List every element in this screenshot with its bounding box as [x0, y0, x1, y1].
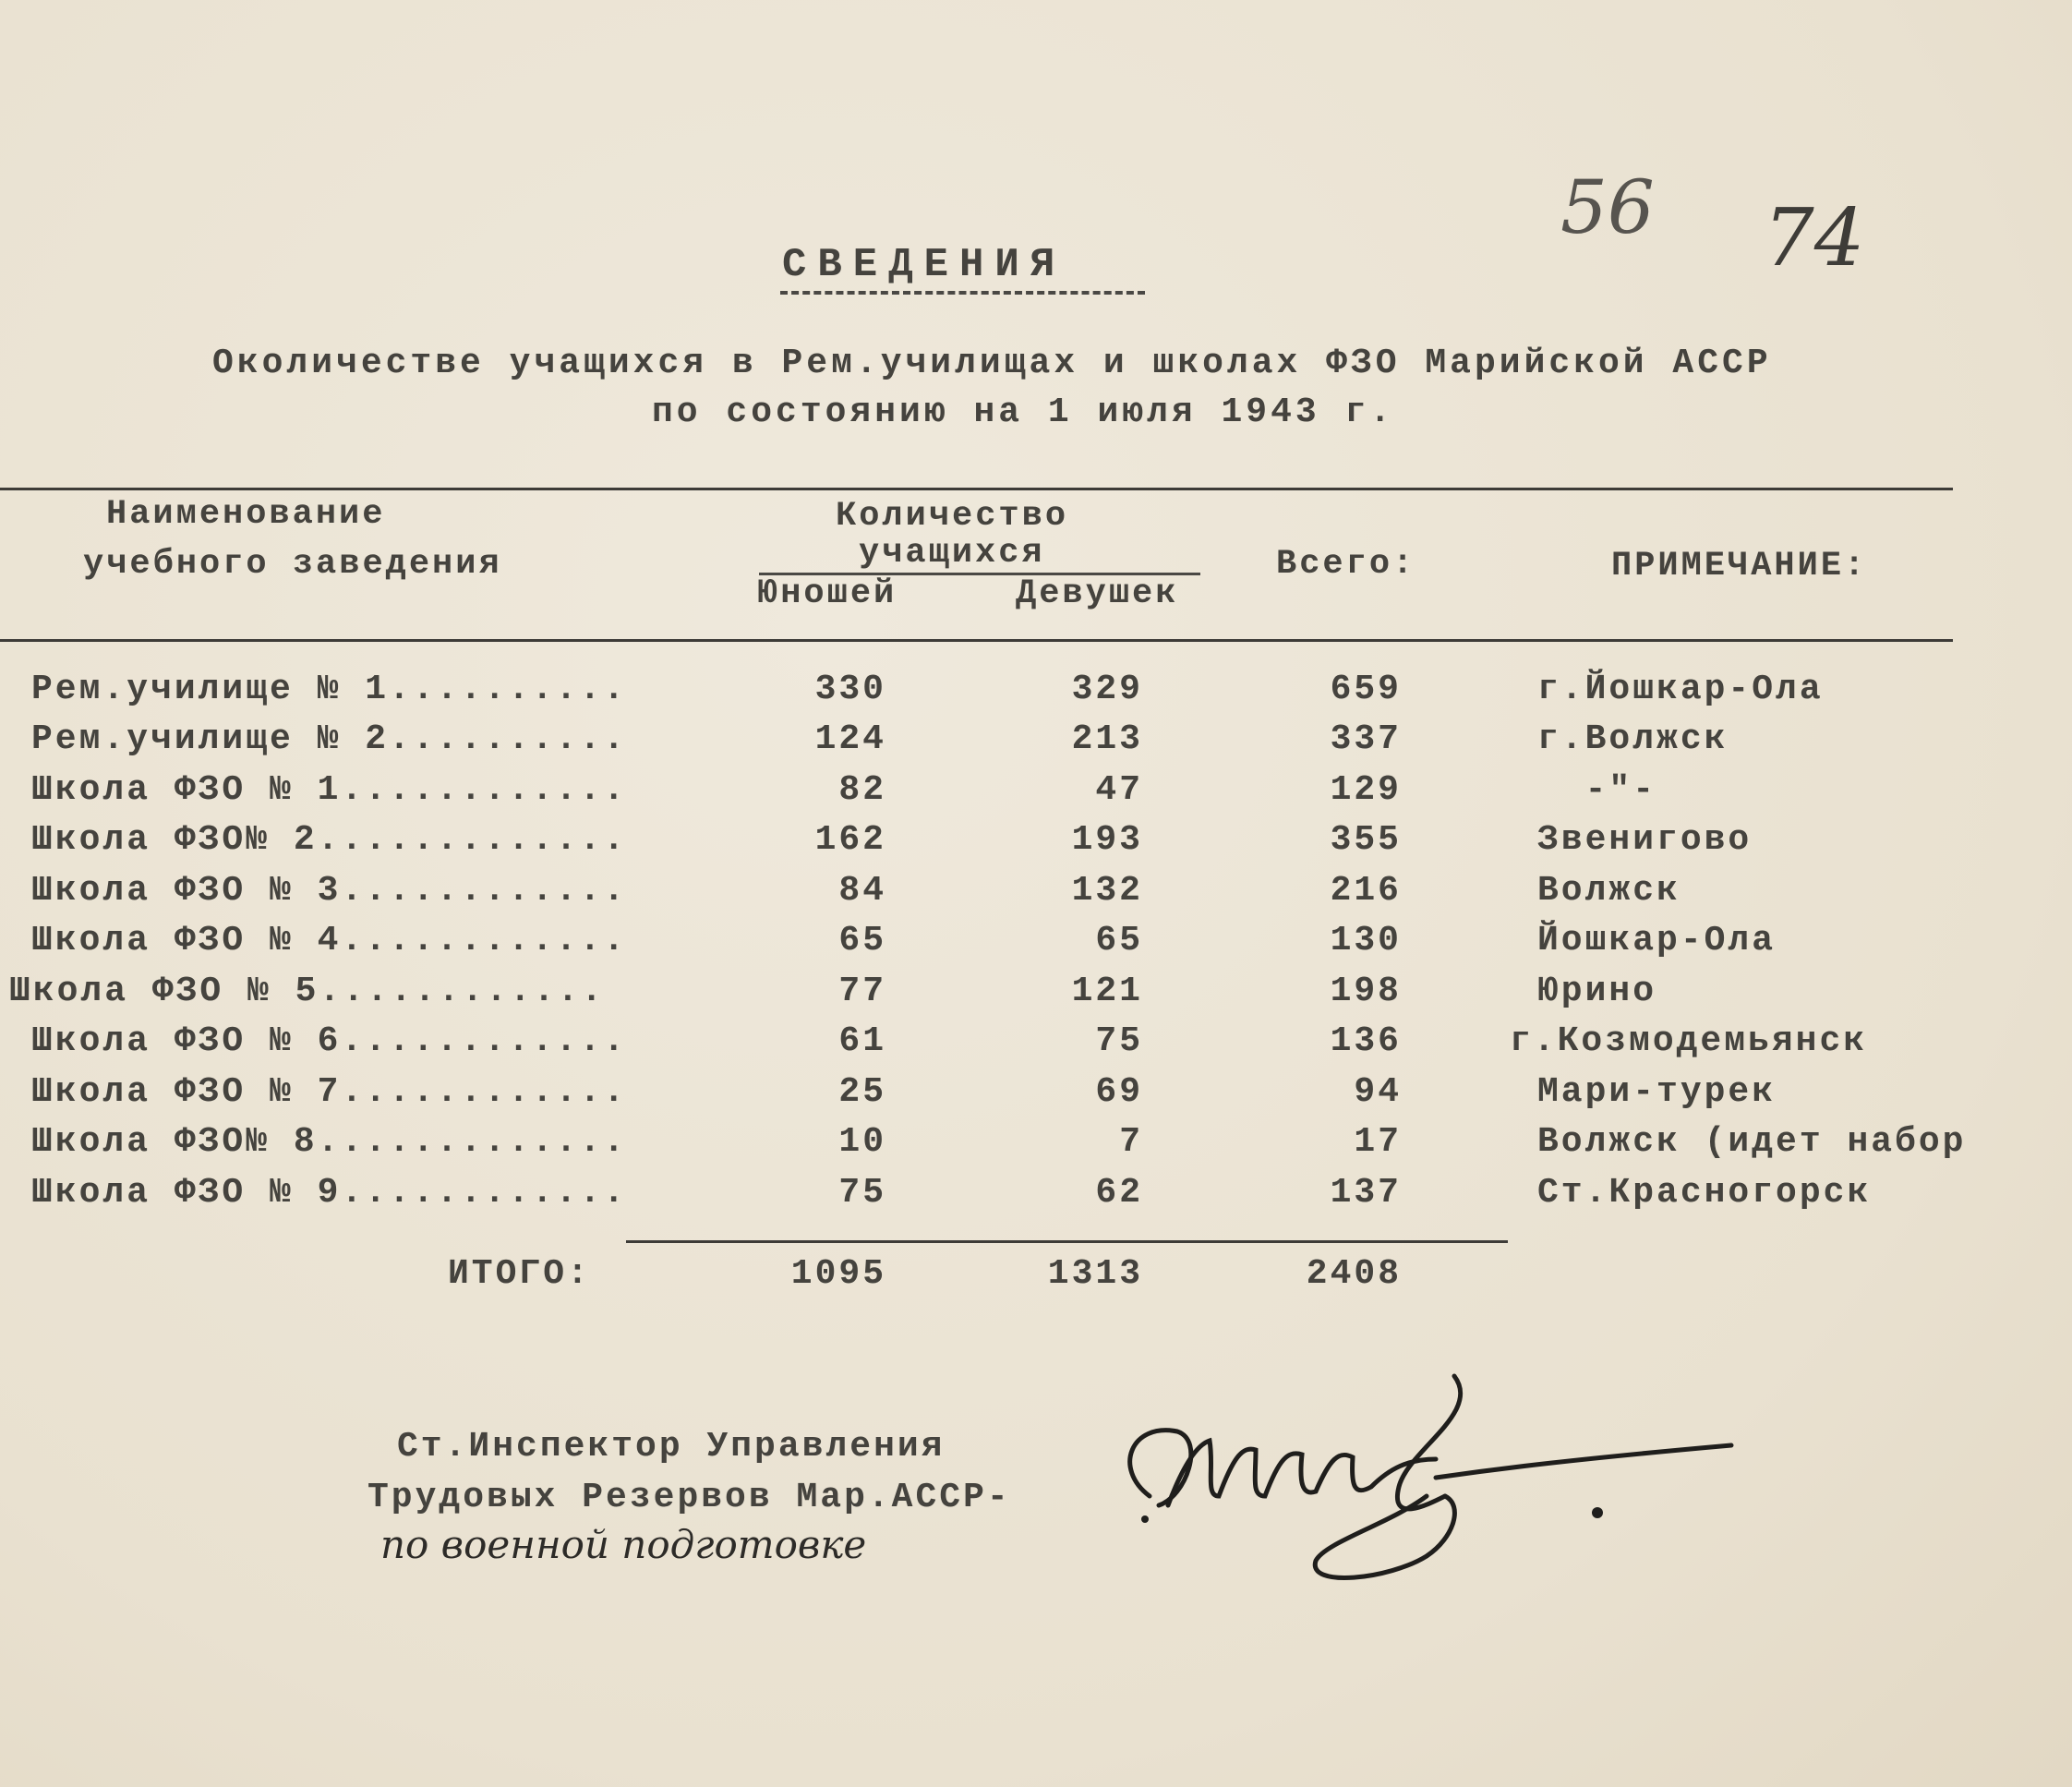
- row-boys: 330: [814, 670, 886, 709]
- row-note: г.Козмодемьянск: [1510, 1021, 1868, 1061]
- row-girls: 7: [1119, 1122, 1143, 1162]
- header-girls: Девушек: [1016, 574, 1179, 613]
- table-header-rule: [0, 639, 1953, 642]
- row-boys: 25: [838, 1072, 886, 1112]
- row-girls: 193: [1071, 820, 1143, 860]
- row-name: Школа ФЗО№ 8.............: [31, 1122, 628, 1162]
- header-name-line1: Наименование: [106, 495, 386, 534]
- row-total: 130: [1330, 921, 1402, 960]
- row-boys: 65: [838, 921, 886, 960]
- row-name: Рем.училище № 1..........: [31, 670, 628, 709]
- row-girls: 213: [1071, 719, 1143, 759]
- row-girls: 329: [1071, 670, 1143, 709]
- row-boys: 162: [814, 820, 886, 860]
- row-name: Школа ФЗО № 5............: [9, 972, 606, 1011]
- row-boys: 10: [838, 1122, 886, 1162]
- row-note: Мари-турек: [1537, 1072, 1777, 1112]
- row-name: Школа ФЗО № 4............: [31, 921, 628, 960]
- row-total: 198: [1330, 972, 1402, 1011]
- row-note: Волжск: [1537, 871, 1680, 911]
- table-row: [0, 719, 2072, 769]
- row-boys: 75: [838, 1173, 886, 1213]
- row-name: Школа ФЗО № 3............: [31, 871, 628, 911]
- row-name: Рем.училище № 2..........: [31, 719, 628, 759]
- row-boys: 61: [838, 1021, 886, 1061]
- row-boys: 84: [838, 871, 886, 911]
- header-name-line2: учебного заведения: [83, 545, 502, 584]
- table-row: [0, 770, 2072, 820]
- row-total: 17: [1354, 1122, 1402, 1162]
- signatory-handwritten-note: по военной подготовке: [380, 1522, 867, 1567]
- row-total: 137: [1330, 1173, 1402, 1213]
- row-note: Юрино: [1537, 972, 1657, 1011]
- row-note: -"-: [1537, 770, 1657, 810]
- totals-girls: 1313: [1047, 1254, 1143, 1294]
- document-subtitle-line1: Околичестве учащихся в Рем.училищах и школах ФЗО Марийской АССР: [212, 344, 1772, 383]
- totals-label: ИТОГО:: [448, 1254, 591, 1294]
- row-total: 129: [1330, 770, 1402, 810]
- totals-total: 2408: [1306, 1254, 1402, 1294]
- row-girls: 121: [1071, 972, 1143, 1011]
- document-title: СВЕДЕНИЯ: [782, 242, 1066, 288]
- header-qty-line2: учащихся: [859, 534, 1045, 573]
- row-total: 136: [1330, 1021, 1402, 1061]
- table-top-rule: [0, 488, 1953, 490]
- table-row: [0, 921, 2072, 971]
- row-note: г.Волжск: [1537, 719, 1729, 759]
- row-name: Школа ФЗО№ 2.............: [31, 820, 628, 860]
- header-qty-line1: Количество: [836, 497, 1069, 536]
- row-total: 355: [1330, 820, 1402, 860]
- row-girls: 47: [1095, 770, 1143, 810]
- table-row: [0, 1021, 2072, 1071]
- document-subtitle-line2: по состоянию на 1 июля 1943 г.: [652, 392, 1395, 432]
- table-row: [0, 1173, 2072, 1223]
- row-girls: 132: [1071, 871, 1143, 911]
- row-girls: 62: [1095, 1173, 1143, 1213]
- row-girls: 65: [1095, 921, 1143, 960]
- header-note: ПРИМЕЧАНИЕ:: [1611, 547, 1868, 586]
- row-boys: 77: [838, 972, 886, 1011]
- archive-number-2: 74: [1764, 192, 1865, 284]
- archive-number-1: 56: [1560, 164, 1655, 250]
- signatory-title-line1: Ст.Инспектор Управления: [397, 1427, 946, 1467]
- table-row: [0, 1122, 2072, 1172]
- signatory-title-line2: Трудовых Резервов Мар.АССР-: [367, 1478, 1011, 1517]
- handwritten-signature: [1094, 1358, 1741, 1598]
- table-row: [0, 670, 2072, 719]
- row-note: г.Йошкар-Ола: [1537, 670, 1824, 709]
- row-girls: 75: [1095, 1021, 1143, 1061]
- row-note: Звенигово: [1537, 820, 1753, 860]
- row-note: Ст.Красногорск: [1537, 1173, 1872, 1213]
- totals-rule: [626, 1240, 1508, 1243]
- row-total: 94: [1354, 1072, 1402, 1112]
- table-row: [0, 972, 2072, 1021]
- row-name: Школа ФЗО № 7............: [31, 1072, 628, 1112]
- row-note: Йошкар-Ола: [1537, 921, 1777, 960]
- row-name: Школа ФЗО № 9............: [31, 1173, 628, 1213]
- row-girls: 69: [1095, 1072, 1143, 1112]
- table-row: [0, 1072, 2072, 1122]
- table-row: [0, 871, 2072, 921]
- row-name: Школа ФЗО № 1............: [31, 770, 628, 810]
- row-note: Волжск (идет набор: [1537, 1122, 1967, 1162]
- table-row: [0, 820, 2072, 870]
- header-boys: Юношей: [757, 574, 897, 613]
- row-total: 216: [1330, 871, 1402, 911]
- row-name: Школа ФЗО № 6............: [31, 1021, 628, 1061]
- row-total: 659: [1330, 670, 1402, 709]
- title-underline: [780, 291, 1145, 295]
- row-boys: 124: [814, 719, 886, 759]
- totals-boys: 1095: [790, 1254, 886, 1294]
- row-total: 337: [1330, 719, 1402, 759]
- row-boys: 82: [838, 770, 886, 810]
- header-total: Всего:: [1276, 545, 1416, 584]
